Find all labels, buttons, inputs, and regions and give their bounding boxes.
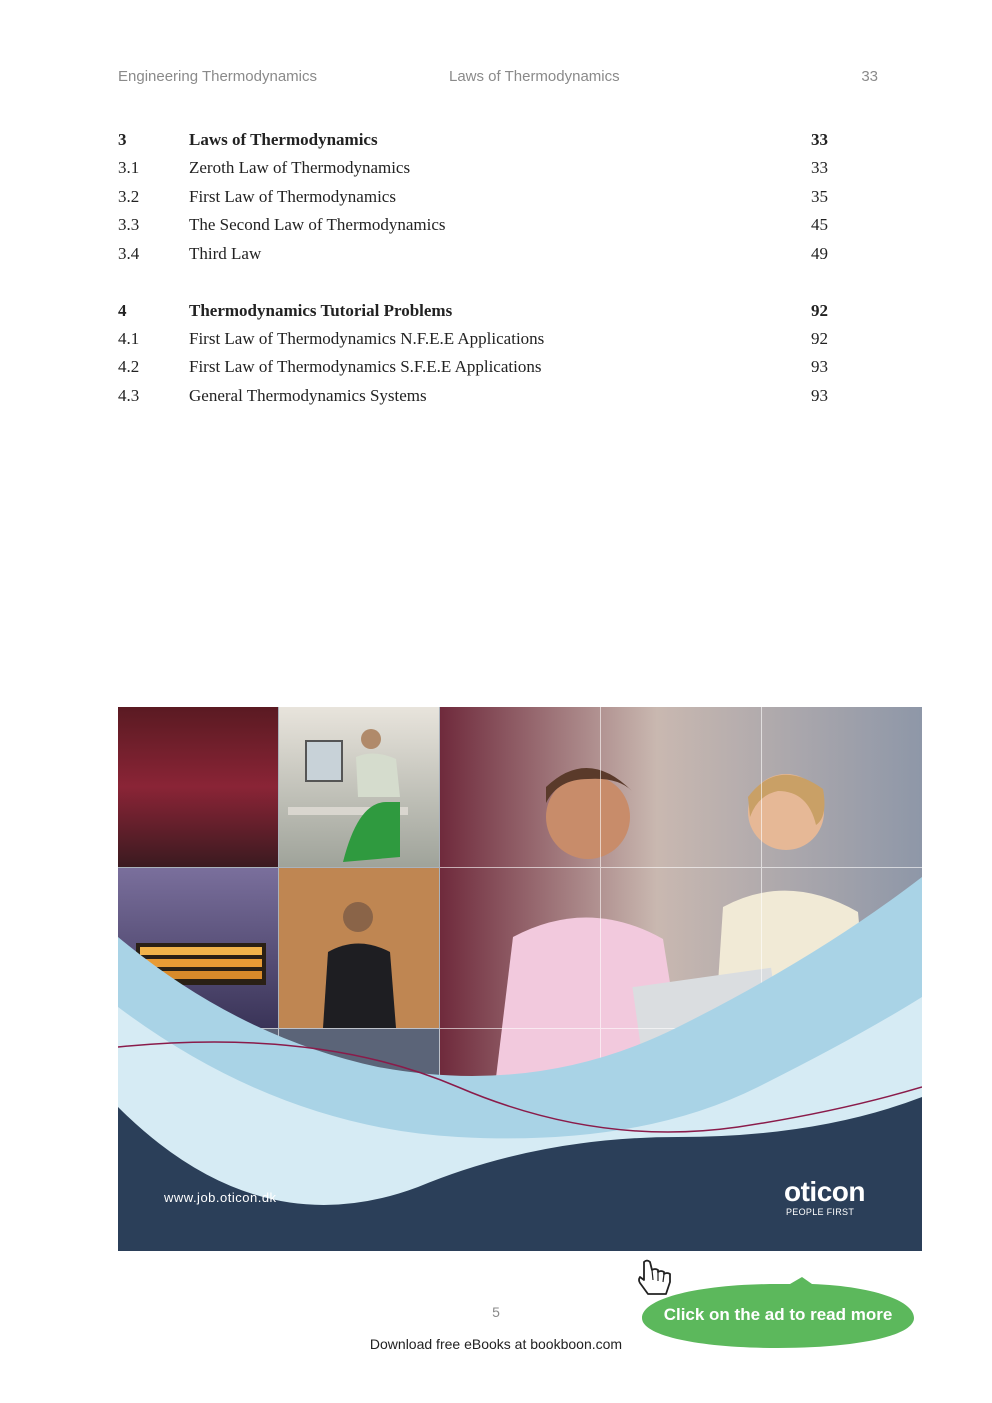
toc-page: 33 — [811, 158, 828, 178]
toc-title: First Law of Thermodynamics S.F.E.E Applications — [189, 357, 542, 377]
page-number: 5 — [492, 1304, 500, 1320]
read-more-button[interactable] — [640, 1276, 916, 1350]
ad-url[interactable]: www.job.oticon.dk — [164, 1190, 277, 1205]
toc-number: 3.1 — [118, 158, 140, 178]
oticon-logo: oticon — [784, 1176, 865, 1207]
toc-chapter-4[interactable] — [118, 299, 828, 327]
toc-page: 35 — [811, 186, 828, 206]
toc-number: 3 — [118, 130, 127, 149]
toc-section[interactable] — [118, 242, 828, 270]
toc-title: Third Law — [189, 243, 262, 263]
book-title: Engineering Thermodynamics — [118, 68, 317, 85]
toc-section[interactable] — [118, 213, 828, 241]
chapter-title: Laws of Thermodynamics — [449, 68, 620, 85]
toc-title: Zeroth Law of Thermodynamics — [189, 158, 411, 178]
toc-number: 4 — [118, 300, 127, 320]
toc-title: First Law of Thermodynamics — [189, 186, 396, 206]
toc-page: 92 — [811, 300, 828, 320]
toc-number: 4.3 — [118, 385, 140, 405]
toc-title: Laws of Thermodynamics — [189, 130, 378, 149]
header-page-number: 33 — [861, 68, 878, 85]
read-more-label: Click on the ad to read more — [663, 1305, 893, 1324]
toc-number: 3.2 — [118, 186, 140, 206]
toc-title: First Law of Thermodynamics N.F.E.E Applications — [189, 328, 545, 348]
table-of-contents — [118, 128, 828, 412]
toc-spacer — [118, 270, 828, 299]
toc-number: 4.1 — [118, 328, 140, 348]
running-header — [118, 68, 878, 92]
toc-number: 3.3 — [118, 215, 140, 235]
toc-page: 45 — [811, 215, 828, 235]
hand-pointer-icon — [636, 1258, 678, 1300]
toc-title: Thermodynamics Tutorial Problems — [189, 300, 453, 320]
oticon-advertisement[interactable] — [118, 707, 922, 1251]
toc-number: 4.2 — [118, 357, 140, 377]
logo-tagline: PEOPLE FIRST — [786, 1207, 855, 1217]
toc-number: 3.4 — [118, 243, 140, 263]
ad-artwork — [118, 707, 922, 1251]
toc-page: 33 — [811, 130, 828, 149]
footer-download-text[interactable]: Download free eBooks at bookboon.com — [369, 1336, 623, 1352]
toc-page: 92 — [811, 328, 828, 348]
toc-title: The Second Law of Thermodynamics — [189, 215, 446, 235]
toc-page: 93 — [811, 385, 828, 405]
toc-section[interactable] — [118, 327, 828, 355]
toc-section[interactable] — [118, 185, 828, 213]
toc-page: 93 — [811, 357, 828, 377]
toc-section[interactable] — [118, 156, 828, 184]
toc-title: General Thermodynamics Systems — [189, 385, 427, 405]
toc-section[interactable] — [118, 384, 828, 412]
toc-chapter-3[interactable] — [118, 128, 828, 156]
toc-page: 49 — [811, 243, 828, 263]
toc-section[interactable] — [118, 355, 828, 383]
